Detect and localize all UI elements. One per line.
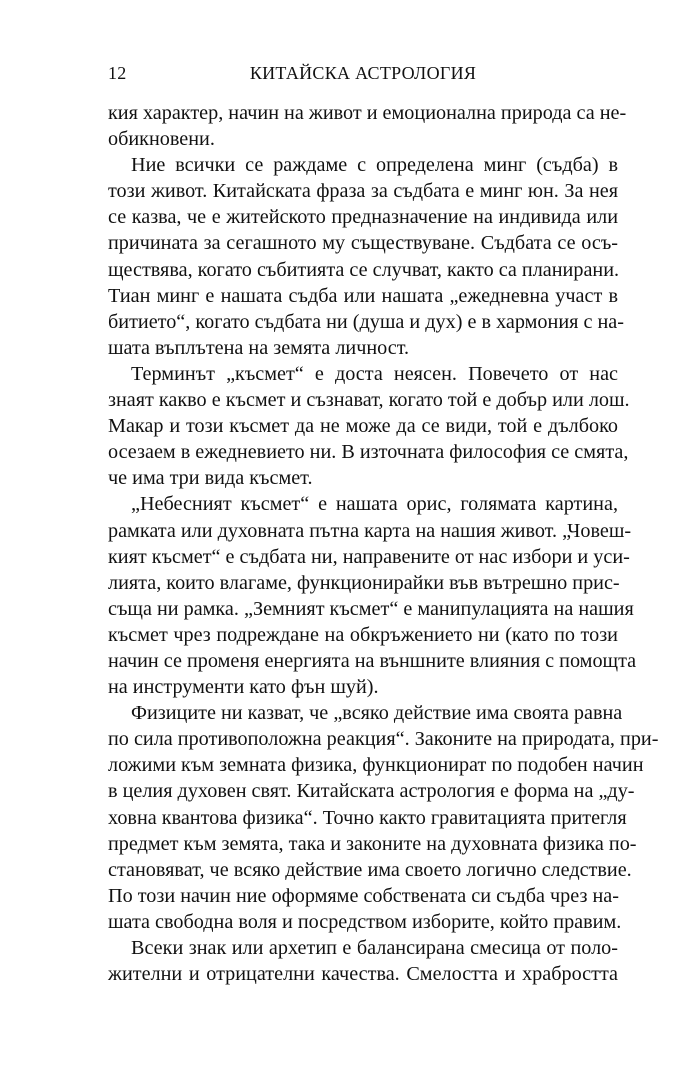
text-line: Всеки знак или архетип е балансирана смесица от поло-: [131, 937, 618, 959]
text-line: кият късмет“ е съдбата ни, направените от нас избори и уси-: [108, 545, 630, 568]
text-line: късмет чрез подреждане на обкръжението ни (като по този: [108, 623, 618, 646]
text-line: ложими към земната физика, функционират по подобен начин: [108, 754, 644, 777]
text-line: обикновени.: [108, 128, 215, 151]
text-line: на инструменти като фън шуй).: [108, 676, 379, 699]
page-number: 12: [108, 63, 127, 83]
text-line: „Небесният късмет“ е нашата орис, голямата картина,: [131, 493, 618, 516]
running-title: КИТАЙСКА АСТРОЛОГИЯ: [249, 63, 477, 83]
text-line: предмет към земята, така и законите на духовната физика по-: [108, 832, 637, 855]
text-line: че има три вида късмет.: [108, 467, 313, 490]
text-line: Физиците ни казват, че „всяко действие има своята равна: [131, 702, 623, 725]
text-line: Тиан минг е нашата съдба или нашата „ежедневна участ в: [108, 284, 618, 307]
text-line: битието“, когато съдбата ни (душа и дух) е в хармония с на-: [108, 310, 624, 333]
text-line: жителни и отрицателни качества. Смелостта и храбростта: [108, 963, 618, 986]
text-line: осезаем в ежедневието ни. В източната философия се смята,: [108, 441, 629, 464]
text-line: кия характер, начин на живот и емоционална природа са не-: [108, 102, 627, 124]
text-line: Терминът „късмет“ е доста неясен. Повечето от нас: [131, 362, 618, 385]
text-line: лията, които влагаме, функционирайки във вътрешно прис-: [108, 571, 620, 594]
text-line: рамката или духовната пътна карта на нашия живот. „Човеш-: [108, 519, 632, 542]
text-line: Ние всички се раждаме с определена минг (съдба) в: [131, 154, 618, 177]
text-line: начин се променя енергията на външните влияния с помощта: [108, 649, 637, 672]
text-line: ховна квантова физика“. Точно както гравитацията притегля: [108, 806, 627, 829]
page-header: [108, 63, 618, 93]
text-line: шата въплътена на земята личност.: [108, 336, 410, 359]
text-line: знаят какво е късмет и съзнават, когато той е добър или лош.: [108, 389, 630, 412]
text-line: този живот. Китайската фраза за съдбата е минг юн. За нея: [108, 180, 618, 203]
text-line: ществява, когато събитията се случват, както са планирани.: [108, 258, 620, 281]
text-line: шата свободна воля и посредством изборите, който правим.: [108, 910, 622, 933]
text-line: съща ни рамка. „Земният късмет“ е манипулацията на нашия: [108, 597, 634, 620]
text-line: се казва, че е житейското предназначение на индивида или: [108, 206, 618, 229]
text-line: по сила противоположна реакция“. Законите на природата, при-: [108, 728, 659, 751]
text-line: Макар и този късмет да не може да се види, той е дълбоко: [108, 415, 618, 438]
body-text: [108, 100, 659, 987]
text-line: По този начин ние оформяме собствената си съдба чрез на-: [108, 884, 619, 907]
text-line: причината за сегашното му съществуване. Съдбата се осъ-: [108, 232, 618, 255]
text-line: становяват, че всяко действие има своето логично следствие.: [108, 858, 632, 881]
text-line: в целия духовен свят. Китайската астрология е форма на „ду-: [108, 780, 635, 803]
